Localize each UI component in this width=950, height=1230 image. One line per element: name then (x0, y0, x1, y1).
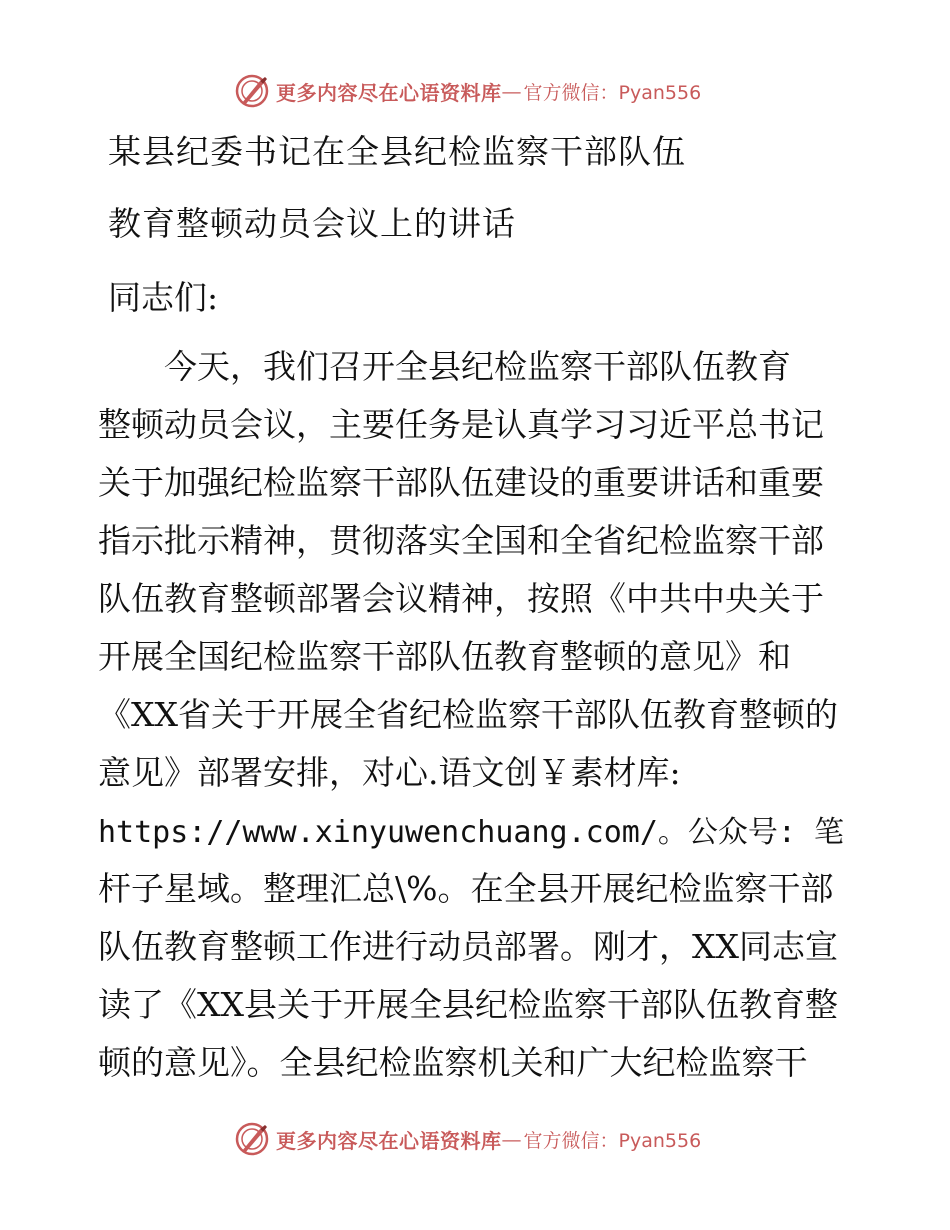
body-line: 指示批示精神，贯彻落实全国和全省纪检监察干部 (98, 521, 824, 560)
pen-logo-icon (234, 1121, 270, 1157)
banner-separator: — (501, 79, 522, 103)
body-line: 开展全国纪检监察干部队伍教育整顿的意见》和 (98, 637, 791, 676)
banner-text: 更多内容尽在心语资料库 (276, 1128, 502, 1153)
body-line: 队伍教育整顿部署会议精神，按照《中共中央关于 (98, 579, 824, 618)
body-line: 整顿动员会议，主要任务是认真学习习近平总书记 (98, 405, 824, 444)
body-line: 意见》部署安排，对心.语文创￥素材库: (98, 753, 681, 792)
body-line: 杆子星域。整理汇总\%。在全县开展纪检监察干部 (98, 869, 834, 908)
banner-contact: 官方微信：Pyan556 (523, 1129, 702, 1152)
title-line-1: 某县纪委书记在全县纪检监察干部队伍 (108, 132, 686, 171)
banner-contact: 官方微信：Pyan556 (523, 81, 702, 104)
banner-text: 更多内容尽在心语资料库 (276, 80, 502, 105)
pen-logo-icon (234, 73, 270, 109)
header-banner (234, 72, 701, 110)
body-line-url: https://www.xinyuwenchuang.com/。公众号: 笔 (98, 815, 845, 850)
body-line: 读了《XX县关于开展全县纪检监察干部队伍教育整 (98, 985, 838, 1024)
salutation: 同志们: (108, 278, 219, 317)
body-line: 今天，我们召开全县纪检监察干部队伍教育 (98, 347, 791, 386)
banner-separator: — (501, 1127, 522, 1151)
body-line: 顿的意见》。全县纪检监察机关和广大纪检监察干 (98, 1043, 808, 1082)
body-line: 队伍教育整顿工作进行动员部署。刚才，XX同志宣 (98, 927, 838, 966)
footer-banner (234, 1120, 701, 1158)
body-line: 《XX省关于开展全省纪检监察干部队伍教育整顿的 (98, 695, 838, 734)
body-line: 关于加强纪检监察干部队伍建设的重要讲话和重要 (98, 463, 824, 502)
title-line-2: 教育整顿动员会议上的讲话 (108, 204, 516, 243)
